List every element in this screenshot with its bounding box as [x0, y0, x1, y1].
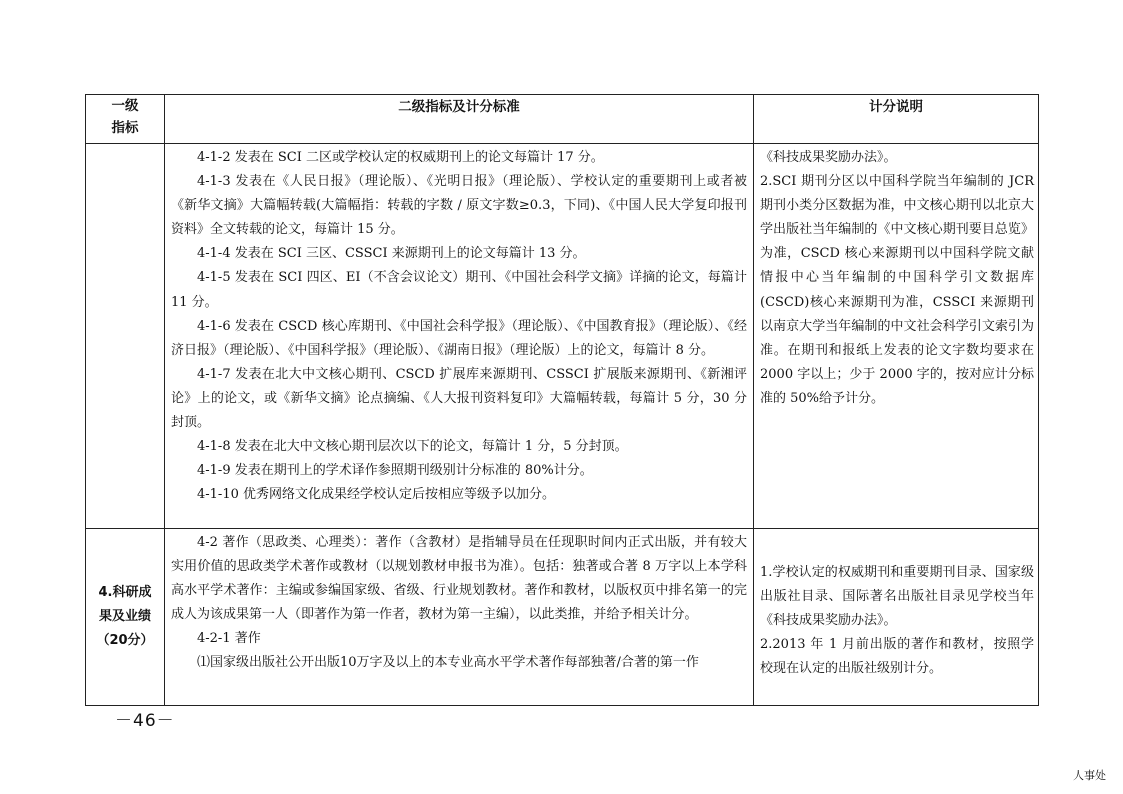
corner-mark: 人事处 — [1073, 769, 1106, 782]
criteria-item: 4-1-8 发表在北大中文核心期刊层次以下的论文，每篇计 1 分，5 分封顶。 — [197, 439, 628, 455]
criteria-item: 4-1-2 发表在 SCI 二区或学校认定的权威期刊上的论文每篇计 17 分。 — [197, 150, 604, 165]
category-line: （20分） — [96, 633, 154, 648]
header-level1-line1: 一级 — [111, 98, 139, 114]
criteria-item: 4-1-10 优秀网络文化成果经学校认定后按相应等级予以加分。 — [197, 487, 556, 503]
criteria-item: ⑴国家级出版社公开出版10万字及以上的本专业高水平学术著作每部独著/合著的第一作 — [197, 655, 699, 671]
category-line: 果及业绩 — [98, 609, 151, 624]
note-item: 《科技成果奖励办法》。 — [760, 150, 897, 165]
table-row — [86, 529, 1039, 706]
header-criteria: 二级指标及计分标准 — [165, 95, 754, 144]
category-cell-empty — [86, 144, 165, 529]
header-row — [86, 95, 1039, 144]
header-level1 — [86, 95, 165, 144]
page-number: －46－ — [115, 711, 175, 731]
criteria-item: 4-1-9 发表在期刊上的学术译作参照期刊级别计分标准的 80%计分。 — [197, 463, 593, 479]
note-item: 2.2013 年 1 月前出版的著作和教材，按照学校现在认定的出版社级别计分。 — [760, 637, 1034, 677]
category-cell — [86, 529, 165, 706]
criteria-cell — [165, 529, 754, 706]
notes-cell — [754, 529, 1039, 706]
header-notes: 计分说明 — [754, 95, 1039, 144]
table-row — [86, 144, 1039, 529]
header-level1-line2: 指标 — [111, 120, 139, 136]
criteria-cell — [165, 144, 754, 529]
note-item: 1.学校认定的权威期刊和重要期刊目录、国家级出版社目录、国际著名出版社目录见学校当年《科技成果奖励办法》。 — [760, 564, 1034, 628]
note-item: 2.SCI 期刊分区以中国科学院当年编制的 JCR 期刊小类分区数据为准，中文核心期刊以北京大学出版社当年编制的《中文核心期刊要目总览》为准，CSCD 核心来源期刊以中国科学院文献情报中心当年编制的中国科学引文数据库(CSCD)核心来源期刊为准，CSSCI 来源期刊以南京大学当年编制的中文社会科学引文索引为准。在期刊和报纸上发表的论文字数均要求在 2000 字以上；少于 2000 字的，按对应计分标准的 50%给予计分。 — [760, 174, 1034, 406]
criteria-item: 4-1-7 发表在北大中文核心期刊、CSCD 扩展库来源期刊、CSSCI 扩展版来源期刊、《新湘评论》上的论文，或《新华文摘》论点摘编、《人大报刊资料复印》大篇幅转载，每篇计 5 分，30 分封顶。 — [171, 366, 747, 431]
evaluation-table — [85, 94, 1039, 706]
notes-cell — [754, 144, 1039, 529]
category-line: 4.科研成 — [98, 585, 152, 600]
criteria-item: 4-2 著作（思政类、心理类）：著作（含教材）是指辅导员在任现职时间内正式出版，并有较大实用价值的思政类学术著作或教材（以规划教材申报书为准）。包括：独著或合著 8 万字以上本学科高水平学术著作：主编或参编国家级、省级、行业规划教材。著作和教材，以版权页中排名第一的完成人为该成果第一人（即著作为第一作者，教材为第一主编），以此类推，并给予相关计分。 — [171, 535, 747, 623]
criteria-item: 4-1-3 发表在《人民日报》（理论版）、《光明日报》（理论版）、学校认定的重要期刊上或者被《新华文摘》大篇幅转载(大篇幅指：转载的字数 / 原文字数≥0.3，下同)、《中国人民大学复印报刊资料》全文转载的论文，每篇计 15 分。 — [171, 174, 747, 238]
criteria-item: 4-1-5 发表在 SCI 四区、EI（不含会议论文）期刊、《中国社会科学文摘》详摘的论文，每篇计 11 分。 — [171, 270, 747, 310]
criteria-item: 4-1-6 发表在 CSCD 核心库期刊、《中国社会科学报》（理论版）、《中国教育报》（理论版）、《经济日报》（理论版）、《中国科学报》（理论版）、《湖南日报》（理论版）上的论文，每篇计 8 分。 — [171, 318, 747, 358]
criteria-item: 4-2-1 著作 — [197, 631, 261, 647]
criteria-item: 4-1-4 发表在 SCI 三区、CSSCI 来源期刊上的论文每篇计 13 分。 — [197, 246, 586, 262]
